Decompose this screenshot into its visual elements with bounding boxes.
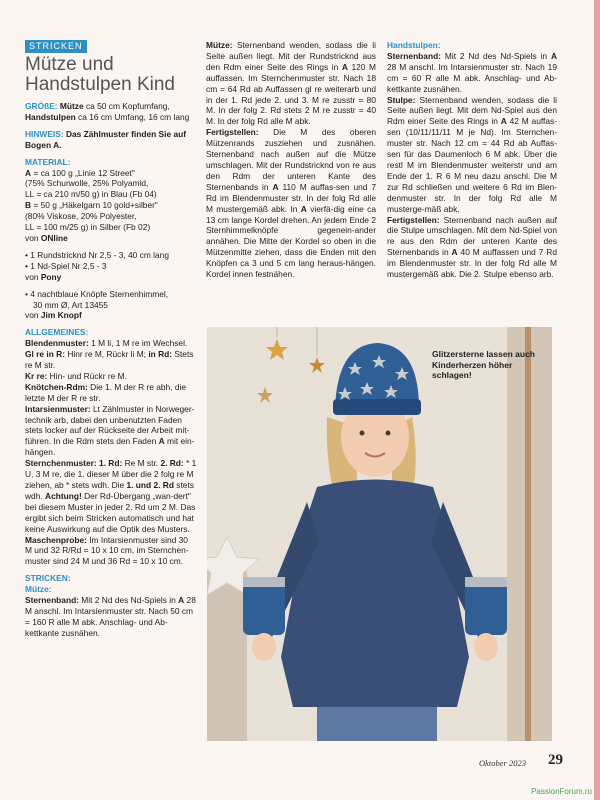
supplier-1: von ONline [25,232,68,243]
wrist-cuff: Stulpe: Sternenband wenden, sodass die li Seite außen liegt. Mit dem Nd-Spiel aus den Rdm einer Seite des Rings in A 42 M auffas-sen (10/11/11/11 M je Nd). Im Sternchen-muster str. Nach 12 cm = 44 Rd ab Auffas-sen für das Daumenloch 6 M abk. Über die restl M im Blendenmuster weiterstr und am Ende der 1. R 6 M neu dazu anschl. Die M zur Rd schließen und weitere 6 Rd im Blen-denmuster str. In der folg Rd alle M musterge-mäß abk. [387,94,557,214]
material-b-line1: (80% Viskose, 20% Polyester, [25,211,137,222]
supplier-3: von Jim Knopf [25,310,82,321]
knitting-heading: STRICKEN: [25,573,71,584]
material-heading: MATERIAL: [25,156,71,167]
wrist-warmers-heading: Handstulpen: [387,40,441,50]
tool-item-3-line2: 30 mm Ø, Art 13455 [33,299,108,310]
gauge: Maschenprobe: Im Intarsienmuster sind 30 M und 32 R/Rd = 10 x 10 cm, im Sternchen-muster sind 24 M und 36 Rd = 10 x 10 cm. [25,534,189,567]
hat-star-band: Sternenband: Mit 2 Nd des Nd-Spiels in A 28 M anschl. Im Intarsienmuster str. Nach 50 cm = 160 R alle M abk. Anschlag- und Ab-kettkante zusnähen. [25,595,196,638]
material-b: B = 50 g „Häkelgarn 10 gold+silber" [25,200,158,211]
title-line-1: Mütze und [25,54,114,75]
page-title [25,55,197,95]
tool-item-2: • 1 Nd-Spiel Nr 2,5 - 3 [25,260,107,271]
garter-pattern: Kr re: Hin- und Rückr re M. [25,370,127,381]
product-photo [207,327,552,741]
hat-subheading: Mütze: [25,584,52,595]
note-paragraph: HINWEIS: Das Zählmuster finden Sie auf Bogen A. [25,128,187,150]
hat-instructions: Mütze: Sternenband wenden, sodass die li Seite außen liegt. Mit der Rundstricknd aus den Rdm einer Seite des Rings in A 120 M auffassen. Im Sternchenmuster str. Nach 18 cm = 64 Rd ab Auffassen gl re weiterarb und in der 1. Rd jede 2. und 3. M re zusstr = 80 M. In der folg 2. Rd stets 2 M re zusstr = 40 M. In der folg Rd alle M abk. [206,40,376,127]
wrist-finishing: Fertigstellen: Sternenband nach außen auf die Stulpe umschlagen. Mit dem Nd-Spiel von re aus den Rdm der unteren Kante des Sternenbands in A 40 M auffassen und 7 Rd im Blendenmuster str. In der folg Rd alle M mustergemäß abk. Die 2. Stulpe ebenso arb. [387,214,557,280]
edge-stitch: Knötchen-Rdm: Die 1. M der R re abh, die letzte M der R re str. [25,381,187,403]
tool-item-3: • 4 nachtblaue Knöpfe Sternenhimmel, [25,288,169,299]
column-right [387,40,557,280]
star-pattern: Sternchenmuster: 1. Rd: Re M str. 2. Rd: * 1 U, 3 M re, die 1. dieser M über die 2 folg re M ziehen, ab * stets wdh. Die 1. und 2. Rd stets wdh. Achtung! Der Rd-Übergang „wan-dert" bei diesem Muster in jeder 2. Rd um 2 M. Das ergibt sich beim Stricken automatisch und hat keine Auswirkung auf die Optik des Musters. [25,458,197,534]
general-heading: ALLGEMEINES: [25,327,89,338]
material-a: A = ca 100 g „Linie 12 Street" [25,167,135,178]
photo-caption: Glitzersterne lassen auch Kinderherzen höher schlagen! [432,349,535,380]
tool-item-1: • 1 Rundstricknd Nr 2,5 - 3, 40 cm lang [25,249,169,260]
wrist-star-band: Sternenband: Mit 2 Nd des Nd-Spiels in A 28 M anschl. Im Intarsienmuster str. Nach 19 cm = 60 R alle M abk. Anschlag- und Ab-kettkante zusnähen. [387,50,557,94]
watermark: PassionForum.ru [531,787,592,796]
column-middle [206,40,376,280]
title-line-2: Handstulpen Kind [25,74,175,95]
supplier-2: von Pony [25,271,62,282]
rib-pattern: Blendenmuster: 1 M li, 1 M re im Wechsel. [25,338,188,349]
page-number: 29 [548,752,563,768]
size-paragraph: GRÖßE: Mütze ca 50 cm Kopfumfang, Handstulpen ca 16 cm Umfang, 16 cm lang [25,101,190,122]
child-illustration [207,327,552,741]
intarsia-pattern: Intarsienmuster: Lt Zählmuster in Norweger-technik arb, dabei den unbenutzten Faden stets locker auf der Rückseite der Arbeit mit-führen. In die Rdm stets den Faden A mit ein-hängen. [25,403,195,458]
stockinette-pattern: Gl re in R: Hinr re M, Rückr li M; in Rd: Stets re M str. [25,349,194,371]
category-tag: STRICKEN [25,40,87,53]
hat-finishing: Fertigstellen: Die M des oberen Mützenrands zusziehen und zusnähen. Sternenband nach außen auf die Mütze umschlagen. Mit der Rundstricknd von re aus den Rdm der unteren Kante des Sternenbands in A 110 M auffas-sen und 7 Rd im Blendenmuster str. In der folg Rd alle M mustergemäß abk. In A vierfä-dig eine ca 13 cm lange Kordel drehen. An jedem Ende 2 Sternhimmelknöpfe gegenein-ander annähen. Die Mitte der Kordel so oben in die Mützenmitte ziehen, dass die Enden mit den Knöpfen ca 3 und 5 cm lang heraus-hängen. Kordel innen festnähen. [206,127,376,280]
column-left [25,40,197,639]
page-edge-strip [594,0,600,800]
issue-date: Oktober 2023 [479,758,526,768]
material-a-line1: (75% Schurwolle, 25% Polyamid, [25,178,149,189]
material-a-line2: LL = ca 210 m/50 g) in Blau (Fb 04) [25,189,157,200]
material-b-line2: LL = 100 m/25 g) in Silber (Fb 02) [25,222,151,233]
